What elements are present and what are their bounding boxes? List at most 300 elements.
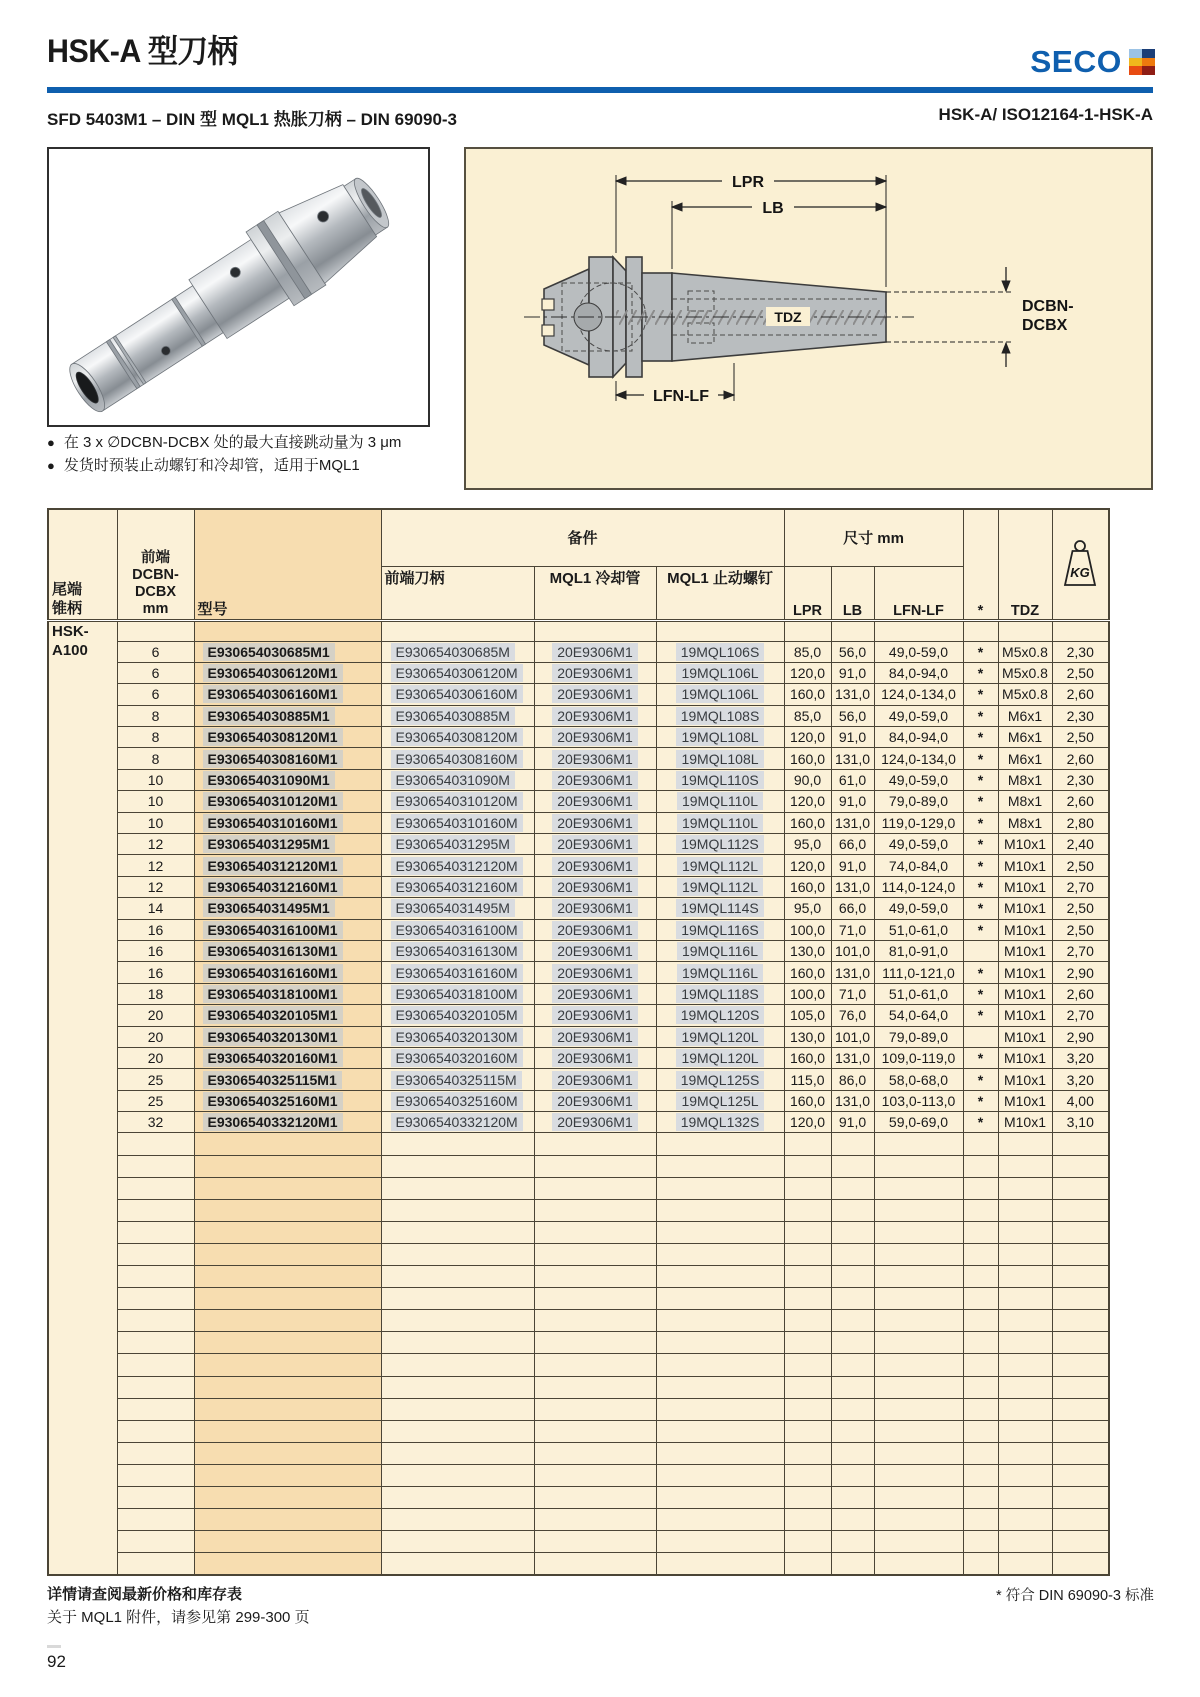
cell-din-star bbox=[963, 1199, 998, 1221]
cell-weight bbox=[1052, 1420, 1109, 1442]
brand-color-square bbox=[1142, 58, 1155, 67]
highlighted-code: 20E9306M1 bbox=[552, 1049, 638, 1067]
cell-tdz bbox=[998, 1310, 1052, 1332]
cell-model bbox=[194, 983, 381, 1004]
cell-lpr: 120,0 bbox=[784, 662, 831, 683]
table-row-empty bbox=[48, 1221, 1109, 1243]
cell-model bbox=[194, 1069, 381, 1090]
cell-lpr bbox=[784, 1155, 831, 1177]
cell-coolant-tube bbox=[534, 727, 656, 748]
highlighted-code: E9306540306160M bbox=[391, 685, 523, 703]
cell-stop-screw bbox=[656, 1221, 784, 1243]
table-row-empty bbox=[48, 1177, 1109, 1199]
cell-din-star bbox=[963, 1509, 998, 1531]
cell-weight: 2,60 bbox=[1052, 791, 1109, 812]
cell-weight: 3,10 bbox=[1052, 1112, 1109, 1133]
seco-logo-text: SECO bbox=[1030, 44, 1122, 79]
cell-din-star bbox=[963, 1177, 998, 1199]
cell-lpr bbox=[784, 1243, 831, 1265]
cell-model bbox=[194, 962, 381, 983]
highlighted-code: E9306540332120M1 bbox=[203, 1113, 343, 1131]
toolholder-photo-illustration bbox=[49, 149, 428, 425]
cell-lb: 131,0 bbox=[831, 748, 874, 769]
cell-coolant-tube bbox=[534, 834, 656, 855]
highlighted-code: 20E9306M1 bbox=[552, 1071, 638, 1089]
standard-reference: HSK-A/ ISO12164-1-HSK-A bbox=[938, 105, 1153, 124]
header-weight bbox=[1052, 509, 1109, 620]
cell-stop-screw bbox=[656, 641, 784, 662]
highlighted-code: E9306540310120M bbox=[391, 792, 523, 810]
cell-tdz: M5x0.8 bbox=[998, 662, 1052, 683]
cell-coolant-tube bbox=[534, 1199, 656, 1221]
table-row bbox=[48, 1112, 1109, 1133]
cell-coolant-tube bbox=[534, 1090, 656, 1111]
cell-lpr: 95,0 bbox=[784, 834, 831, 855]
cell-din-star: * bbox=[963, 919, 998, 940]
cell-tdz: M5x0.8 bbox=[998, 684, 1052, 705]
cell-lpr: 120,0 bbox=[784, 1112, 831, 1133]
cell-dcbn bbox=[117, 1133, 194, 1155]
cell-front-holder bbox=[381, 641, 534, 662]
cell-stop-screw bbox=[656, 1288, 784, 1310]
cell-lb bbox=[831, 1398, 874, 1420]
cell-din-star: * bbox=[963, 898, 998, 919]
cell-lpr: 130,0 bbox=[784, 940, 831, 961]
cell-coolant-tube bbox=[534, 1112, 656, 1133]
cell-lfnlf bbox=[874, 1486, 963, 1508]
cell-front-holder bbox=[381, 748, 534, 769]
cell-lfnlf bbox=[874, 1221, 963, 1243]
cell-din-star bbox=[963, 1155, 998, 1177]
cell-lfnlf: 109,0-119,0 bbox=[874, 1047, 963, 1068]
highlighted-code: E930654030885M1 bbox=[203, 707, 335, 725]
cell-lpr bbox=[784, 1332, 831, 1354]
cell-model bbox=[194, 1420, 381, 1442]
cell-lpr: 85,0 bbox=[784, 705, 831, 726]
cell-front-holder bbox=[381, 1486, 534, 1508]
cell-lpr bbox=[784, 620, 831, 641]
highlighted-code: 20E9306M1 bbox=[552, 964, 638, 982]
header-tdz: TDZ bbox=[998, 509, 1052, 620]
cell-din-star bbox=[963, 1486, 998, 1508]
cell-weight bbox=[1052, 1332, 1109, 1354]
highlighted-code: 19MQL116S bbox=[676, 921, 764, 939]
cell-weight bbox=[1052, 1509, 1109, 1531]
highlighted-code: 19MQL132S bbox=[676, 1113, 765, 1131]
cell-front-holder bbox=[381, 1553, 534, 1575]
cell-tdz bbox=[998, 1133, 1052, 1155]
cell-front-holder bbox=[381, 1398, 534, 1420]
cell-lpr bbox=[784, 1531, 831, 1553]
cell-dcbn: 12 bbox=[117, 834, 194, 855]
cell-lfnlf: 51,0-61,0 bbox=[874, 983, 963, 1004]
cell-model bbox=[194, 769, 381, 790]
cell-coolant-tube bbox=[534, 1005, 656, 1026]
cell-coolant-tube bbox=[534, 1266, 656, 1288]
product-photo bbox=[47, 147, 430, 427]
highlighted-code: 20E9306M1 bbox=[552, 1092, 638, 1110]
highlighted-code: 19MQL125S bbox=[676, 1071, 765, 1089]
cell-coolant-tube bbox=[534, 1026, 656, 1047]
cell-stop-screw bbox=[656, 1464, 784, 1486]
cell-lfnlf: 49,0-59,0 bbox=[874, 834, 963, 855]
cell-stop-screw bbox=[656, 834, 784, 855]
cell-tdz: M8x1 bbox=[998, 769, 1052, 790]
cell-din-star bbox=[963, 620, 998, 641]
brand-color-square bbox=[1142, 49, 1155, 58]
highlighted-code: 20E9306M1 bbox=[552, 1113, 638, 1131]
tail-shank-label: HSK- bbox=[52, 622, 89, 640]
cell-stop-screw bbox=[656, 962, 784, 983]
highlighted-code: E9306540306160M1 bbox=[203, 685, 343, 703]
highlighted-code: E9306540316160M1 bbox=[203, 964, 343, 982]
highlighted-code: E9306540332120M bbox=[391, 1113, 523, 1131]
cell-lpr: 100,0 bbox=[784, 919, 831, 940]
cell-front-holder bbox=[381, 919, 534, 940]
cell-stop-screw bbox=[656, 1155, 784, 1177]
cell-model bbox=[194, 705, 381, 726]
cell-weight: 2,30 bbox=[1052, 705, 1109, 726]
cell-front-holder bbox=[381, 1354, 534, 1376]
highlighted-code: 20E9306M1 bbox=[552, 771, 638, 789]
cell-front-holder bbox=[381, 1288, 534, 1310]
highlighted-code: 20E9306M1 bbox=[552, 899, 638, 917]
cell-model bbox=[194, 641, 381, 662]
cell-coolant-tube bbox=[534, 1553, 656, 1575]
cell-weight: 2,30 bbox=[1052, 769, 1109, 790]
page-title: HSK-A 型刀柄 bbox=[47, 33, 238, 69]
cell-front-holder bbox=[381, 1221, 534, 1243]
cell-weight: 2,50 bbox=[1052, 727, 1109, 748]
cell-lfnlf: 84,0-94,0 bbox=[874, 662, 963, 683]
cell-lb bbox=[831, 1199, 874, 1221]
highlighted-code: E9306540320160M bbox=[391, 1049, 523, 1067]
cell-lb: 56,0 bbox=[831, 705, 874, 726]
table-header bbox=[48, 509, 1109, 620]
table-row bbox=[48, 1005, 1109, 1026]
cell-din-star bbox=[963, 1553, 998, 1575]
cell-coolant-tube bbox=[534, 1288, 656, 1310]
highlighted-code: E9306540316160M bbox=[391, 964, 523, 982]
cell-coolant-tube bbox=[534, 1133, 656, 1155]
dim-label-dcbn: DCBN- bbox=[1022, 298, 1074, 315]
table-row bbox=[48, 1090, 1109, 1111]
table-row-empty bbox=[48, 1155, 1109, 1177]
table-row bbox=[48, 855, 1109, 876]
cell-din-star bbox=[963, 1420, 998, 1442]
cell-lb bbox=[831, 1221, 874, 1243]
cell-dcbn bbox=[117, 1531, 194, 1553]
highlighted-code: 19MQL112S bbox=[676, 835, 764, 853]
footer-mql1-reference: 关于 MQL1 附件，请参见第 299-300 页 bbox=[47, 1609, 310, 1626]
cell-front-holder bbox=[381, 962, 534, 983]
feature-bullets bbox=[47, 431, 401, 478]
cell-tdz bbox=[998, 1553, 1052, 1575]
cell-tdz bbox=[998, 1398, 1052, 1420]
highlighted-code: 19MQL108L bbox=[676, 728, 763, 746]
cell-stop-screw bbox=[656, 1069, 784, 1090]
cell-front-holder bbox=[381, 1199, 534, 1221]
cell-din-star bbox=[963, 1266, 998, 1288]
highlighted-code: 20E9306M1 bbox=[552, 857, 638, 875]
cell-weight: 4,00 bbox=[1052, 1090, 1109, 1111]
table-row-empty bbox=[48, 1199, 1109, 1221]
table-row-empty bbox=[48, 1133, 1109, 1155]
cell-dcbn bbox=[117, 1266, 194, 1288]
cell-lpr bbox=[784, 1199, 831, 1221]
highlighted-code: E9306540308160M bbox=[391, 750, 523, 768]
cell-coolant-tube bbox=[534, 791, 656, 812]
cell-lfnlf: 74,0-84,0 bbox=[874, 855, 963, 876]
table-row bbox=[48, 748, 1109, 769]
header-group-spare-parts: 备件 bbox=[381, 509, 784, 566]
cell-din-star: * bbox=[963, 1047, 998, 1068]
cell-din-star: * bbox=[963, 727, 998, 748]
cell-lpr bbox=[784, 1464, 831, 1486]
table-row-empty bbox=[48, 1486, 1109, 1508]
cell-dcbn bbox=[117, 1509, 194, 1531]
cell-lb: 66,0 bbox=[831, 898, 874, 919]
cell-lfnlf: 54,0-64,0 bbox=[874, 1005, 963, 1026]
cell-din-star bbox=[963, 1332, 998, 1354]
cell-weight bbox=[1052, 1199, 1109, 1221]
cell-stop-screw bbox=[656, 1243, 784, 1265]
highlighted-code: E9306540306120M1 bbox=[203, 664, 343, 682]
highlighted-code: E9306540308160M1 bbox=[203, 750, 343, 768]
cell-din-star: * bbox=[963, 1090, 998, 1111]
bullet-text: 发货时预装止动螺钉和冷却管，适用于MQL1 bbox=[63, 457, 360, 475]
cell-coolant-tube bbox=[534, 705, 656, 726]
cell-tdz bbox=[998, 1420, 1052, 1442]
cell-lfnlf: 49,0-59,0 bbox=[874, 898, 963, 919]
cell-weight: 2,60 bbox=[1052, 684, 1109, 705]
cell-lb: 91,0 bbox=[831, 727, 874, 748]
highlighted-code: E930654031295M bbox=[391, 835, 515, 853]
cell-lpr bbox=[784, 1442, 831, 1464]
header-mql1-screw: MQL1 止动螺钉 bbox=[656, 566, 784, 620]
cell-tdz bbox=[998, 1354, 1052, 1376]
header-dcbn-line: 前端 bbox=[141, 550, 170, 567]
highlighted-code: E930654031090M bbox=[391, 771, 515, 789]
cell-front-holder bbox=[381, 1464, 534, 1486]
cell-coolant-tube bbox=[534, 812, 656, 833]
cell-tdz: M10x1 bbox=[998, 898, 1052, 919]
highlighted-code: E9306540320130M bbox=[391, 1028, 523, 1046]
cell-weight: 2,60 bbox=[1052, 983, 1109, 1004]
cell-lb bbox=[831, 1464, 874, 1486]
highlighted-code: 19MQL114S bbox=[676, 899, 764, 917]
svg-text:KG: KG bbox=[1070, 564, 1090, 580]
highlighted-code: E9306540320105M bbox=[391, 1006, 523, 1024]
cell-weight bbox=[1052, 620, 1109, 641]
cell-lb bbox=[831, 1177, 874, 1199]
cell-lpr: 120,0 bbox=[784, 727, 831, 748]
cell-front-holder bbox=[381, 1177, 534, 1199]
cell-dcbn: 18 bbox=[117, 983, 194, 1004]
cell-stop-screw bbox=[656, 1509, 784, 1531]
cell-weight bbox=[1052, 1464, 1109, 1486]
cell-lb: 56,0 bbox=[831, 641, 874, 662]
cell-lfnlf bbox=[874, 1288, 963, 1310]
cell-weight: 2,50 bbox=[1052, 898, 1109, 919]
table-row bbox=[48, 1069, 1109, 1090]
table-row-empty bbox=[48, 1288, 1109, 1310]
highlighted-code: E9306540306120M bbox=[391, 664, 523, 682]
cell-stop-screw bbox=[656, 684, 784, 705]
product-table bbox=[47, 508, 1110, 1576]
cell-coolant-tube bbox=[534, 1464, 656, 1486]
cell-dcbn bbox=[117, 1442, 194, 1464]
cell-lb bbox=[831, 1553, 874, 1575]
highlighted-code: E930654031495M1 bbox=[203, 899, 335, 917]
cell-weight bbox=[1052, 1310, 1109, 1332]
table-row bbox=[48, 898, 1109, 919]
cell-model bbox=[194, 876, 381, 897]
cell-lb bbox=[831, 1354, 874, 1376]
cell-dcbn bbox=[117, 1398, 194, 1420]
cell-lb: 131,0 bbox=[831, 684, 874, 705]
cell-lpr bbox=[784, 1553, 831, 1575]
cell-stop-screw bbox=[656, 1442, 784, 1464]
cell-lfnlf bbox=[874, 1177, 963, 1199]
cell-model bbox=[194, 1398, 381, 1420]
cell-tdz: M10x1 bbox=[998, 876, 1052, 897]
cell-tdz: M10x1 bbox=[998, 1005, 1052, 1026]
cell-coolant-tube bbox=[534, 1420, 656, 1442]
cell-dcbn: 25 bbox=[117, 1090, 194, 1111]
cell-dcbn bbox=[117, 1486, 194, 1508]
cell-dcbn: 25 bbox=[117, 1069, 194, 1090]
cell-lb bbox=[831, 1332, 874, 1354]
highlighted-code: 19MQL116L bbox=[677, 964, 763, 982]
tail-shank-cell bbox=[48, 620, 117, 1575]
cell-tdz bbox=[998, 1442, 1052, 1464]
cell-dcbn bbox=[117, 620, 194, 641]
cell-model bbox=[194, 748, 381, 769]
cell-lfnlf bbox=[874, 1199, 963, 1221]
cell-lb bbox=[831, 1288, 874, 1310]
highlighted-code: 19MQL108L bbox=[676, 750, 763, 768]
cell-dcbn: 16 bbox=[117, 940, 194, 961]
cell-coolant-tube bbox=[534, 962, 656, 983]
cell-dcbn bbox=[117, 1155, 194, 1177]
cell-coolant-tube bbox=[534, 1376, 656, 1398]
cell-dcbn: 14 bbox=[117, 898, 194, 919]
cell-tdz bbox=[998, 1243, 1052, 1265]
cell-coolant-tube bbox=[534, 919, 656, 940]
table-row bbox=[48, 834, 1109, 855]
cell-stop-screw bbox=[656, 855, 784, 876]
table-row-empty bbox=[48, 1509, 1109, 1531]
cell-weight bbox=[1052, 1354, 1109, 1376]
cell-weight: 2,70 bbox=[1052, 940, 1109, 961]
cell-din-star bbox=[963, 1531, 998, 1553]
cell-model bbox=[194, 1509, 381, 1531]
table-body bbox=[48, 620, 1109, 1575]
cell-stop-screw bbox=[656, 812, 784, 833]
cell-front-holder bbox=[381, 855, 534, 876]
cell-din-star: * bbox=[963, 791, 998, 812]
highlighted-code: E9306540308120M bbox=[391, 728, 523, 746]
cell-coolant-tube bbox=[534, 641, 656, 662]
cell-front-holder bbox=[381, 769, 534, 790]
cell-dcbn bbox=[117, 1199, 194, 1221]
cell-tdz: M6x1 bbox=[998, 727, 1052, 748]
cell-lb: 61,0 bbox=[831, 769, 874, 790]
highlighted-code: 20E9306M1 bbox=[552, 685, 638, 703]
cell-tdz bbox=[998, 1221, 1052, 1243]
cell-dcbn: 16 bbox=[117, 962, 194, 983]
cell-lb: 71,0 bbox=[831, 983, 874, 1004]
cell-lb: 101,0 bbox=[831, 940, 874, 961]
cell-front-holder bbox=[381, 1026, 534, 1047]
cell-weight bbox=[1052, 1376, 1109, 1398]
cell-front-holder bbox=[381, 940, 534, 961]
cell-dcbn: 6 bbox=[117, 684, 194, 705]
cell-dcbn bbox=[117, 1420, 194, 1442]
cell-tdz: M10x1 bbox=[998, 1026, 1052, 1047]
cell-stop-screw bbox=[656, 898, 784, 919]
cell-lfnlf: 84,0-94,0 bbox=[874, 727, 963, 748]
cell-weight bbox=[1052, 1398, 1109, 1420]
cell-lb bbox=[831, 1310, 874, 1332]
cell-model bbox=[194, 1266, 381, 1288]
cell-model bbox=[194, 1531, 381, 1553]
cell-coolant-tube bbox=[534, 684, 656, 705]
highlighted-code: 19MQL118S bbox=[676, 985, 764, 1003]
cell-tdz bbox=[998, 1266, 1052, 1288]
highlighted-code: 19MQL106L bbox=[676, 685, 763, 703]
cell-tdz: M10x1 bbox=[998, 919, 1052, 940]
cell-model bbox=[194, 1464, 381, 1486]
cell-tdz: M10x1 bbox=[998, 855, 1052, 876]
cell-model bbox=[194, 1288, 381, 1310]
cell-lfnlf bbox=[874, 1133, 963, 1155]
highlighted-code: E930654031090M1 bbox=[203, 771, 335, 789]
highlighted-code: 20E9306M1 bbox=[552, 1006, 638, 1024]
product-series-title: SFD 5403M1 – DIN 型 MQL1 热胀刀柄 – DIN 69090-3 bbox=[47, 110, 458, 129]
cell-tdz: M10x1 bbox=[998, 983, 1052, 1004]
cell-stop-screw bbox=[656, 1047, 784, 1068]
footnote-din-standard: * 符合 DIN 69090-3 标准 bbox=[996, 1588, 1154, 1604]
cell-lpr: 160,0 bbox=[784, 876, 831, 897]
cell-model bbox=[194, 1332, 381, 1354]
highlighted-code: E930654031295M1 bbox=[203, 835, 335, 853]
cell-lpr: 160,0 bbox=[784, 684, 831, 705]
table-row bbox=[48, 940, 1109, 961]
cell-stop-screw bbox=[656, 1354, 784, 1376]
cell-lfnlf bbox=[874, 620, 963, 641]
highlighted-code: E9306540310120M1 bbox=[203, 792, 343, 810]
cell-lfnlf bbox=[874, 1398, 963, 1420]
cell-tdz bbox=[998, 1155, 1052, 1177]
highlighted-code: E930654030685M bbox=[391, 643, 515, 661]
cell-coolant-tube bbox=[534, 769, 656, 790]
table-row-empty bbox=[48, 1266, 1109, 1288]
cell-weight bbox=[1052, 1155, 1109, 1177]
header-lpr: LPR bbox=[784, 566, 831, 620]
dim-label-tdz: TDZ bbox=[774, 309, 802, 325]
cell-lfnlf bbox=[874, 1442, 963, 1464]
cell-weight bbox=[1052, 1531, 1109, 1553]
header-front-holder: 前端刀柄 bbox=[381, 566, 534, 620]
cell-model bbox=[194, 919, 381, 940]
cell-din-star bbox=[963, 1288, 998, 1310]
cell-lpr: 120,0 bbox=[784, 791, 831, 812]
cell-lfnlf: 59,0-69,0 bbox=[874, 1112, 963, 1133]
cell-front-holder bbox=[381, 1133, 534, 1155]
highlighted-code: E930654030885M bbox=[391, 707, 515, 725]
